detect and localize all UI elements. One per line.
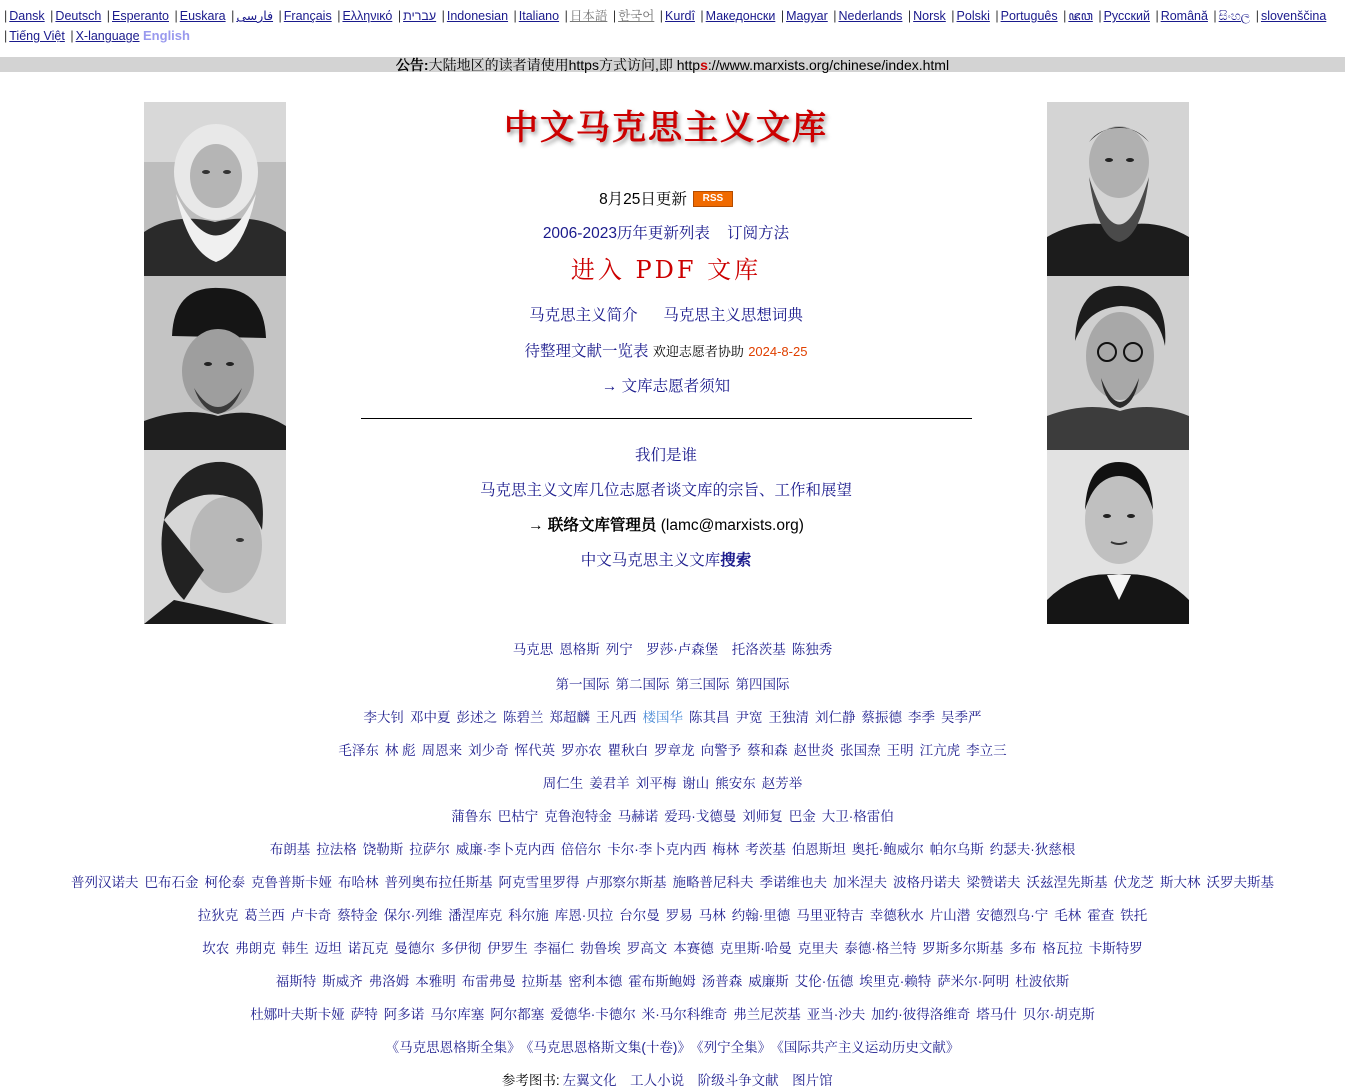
lang-link[interactable]: עברית [403, 9, 437, 23]
author-link[interactable]: 福斯特 [275, 974, 317, 989]
author-link[interactable]: 大卫·格雷伯 [821, 809, 894, 824]
lang-link[interactable]: X-language [75, 29, 140, 43]
author-link[interactable]: 本赛德 [673, 941, 714, 956]
lang-link[interactable]: Deutsch [55, 9, 102, 23]
author-link[interactable]: 布哈林 [338, 875, 379, 890]
name-row [0, 1003, 1345, 1023]
author-link[interactable]: 贝尔·胡克斯 [1022, 1007, 1095, 1022]
author-link[interactable]: 第四国际 [735, 677, 790, 692]
author-link[interactable]: 奥托·鲍威尔 [851, 842, 924, 857]
lang-link[interactable]: Ελληνικό [342, 9, 393, 23]
author-link[interactable]: 王独清 [768, 710, 809, 725]
who-line [361, 443, 971, 465]
author-link[interactable]: 卢卡奇 [290, 908, 332, 923]
author-link[interactable]: 密利本德 [568, 974, 623, 989]
name-row [0, 1036, 1345, 1056]
author-link[interactable]: 巴枯宁 [497, 809, 539, 824]
author-link[interactable]: 阶级斗争文献 [697, 1073, 779, 1088]
author-link[interactable]: 科尔施 [508, 908, 549, 923]
author-link[interactable]: 罗莎·卢森堡 [646, 642, 719, 657]
search-bold: 搜索 [720, 552, 752, 569]
portrait-image [1047, 102, 1189, 276]
author-link[interactable]: 巴布石金 [144, 875, 199, 890]
name-row [0, 904, 1345, 924]
name-row [0, 838, 1345, 858]
author-link[interactable]: 艾伦·伍德 [794, 974, 854, 989]
author-link[interactable]: 伏龙芝 [1113, 875, 1154, 890]
author-link[interactable]: 萨米尔·阿明 [937, 974, 1010, 989]
author-link[interactable]: 罗斯多尔斯基 [922, 941, 1004, 956]
name-row [0, 739, 1345, 759]
author-link[interactable]: 赵世炎 [793, 743, 835, 758]
author-link[interactable]: 刘师复 [742, 809, 783, 824]
notice-label: 公告: [395, 57, 429, 73]
lang-link[interactable]: Norsk [913, 9, 946, 23]
author-link[interactable]: 韩生 [281, 941, 309, 956]
author-link[interactable]: 葛兰西 [244, 908, 285, 923]
author-link[interactable]: 爱玛·戈德曼 [664, 809, 737, 824]
lang-link[interactable]: Polski [956, 9, 990, 23]
author-link[interactable]: 第三国际 [675, 677, 730, 692]
author-link[interactable]: 卡尔·李卜克内西 [607, 842, 707, 857]
author-link[interactable]: 约瑟夫·狄慈根 [989, 842, 1076, 857]
name-row [0, 638, 1345, 658]
author-link[interactable]: 卡斯特罗 [1088, 941, 1143, 956]
author-link[interactable]: 陈碧兰 [503, 710, 544, 725]
author-link[interactable]: 《马克思恩格斯文集(十卷)》 [526, 1040, 691, 1055]
author-link[interactable]: 帕尔乌斯 [929, 842, 984, 857]
author-link[interactable]: 熊安东 [715, 776, 756, 791]
author-link[interactable]: 克里夫 [797, 941, 839, 956]
author-link[interactable]: 楼国华 [642, 710, 683, 725]
portrait-image [144, 102, 286, 276]
lang-link[interactable]: Français [283, 9, 332, 23]
author-link[interactable]: 左翼文化 [562, 1073, 617, 1088]
author-link[interactable]: 弗兰尼茨基 [733, 1007, 801, 1022]
author-link[interactable]: 恩格斯 [559, 642, 600, 657]
author-link[interactable]: 刘少奇 [468, 743, 509, 758]
notice-highlight: s [700, 57, 708, 73]
author-link[interactable]: 泰德·格兰特 [844, 941, 917, 956]
name-row [0, 673, 1345, 693]
portrait-luxemburg[interactable] [144, 450, 286, 624]
author-link[interactable]: 瞿秋白 [607, 743, 649, 758]
author-link[interactable]: 周恩来 [421, 743, 463, 758]
author-link[interactable]: 霍布斯鲍姆 [628, 974, 696, 989]
author-link[interactable]: 张国焘 [840, 743, 881, 758]
author-link[interactable]: 姜君羊 [589, 776, 630, 791]
lang-link[interactable]: Nederlands [838, 9, 903, 23]
update-line [361, 187, 971, 209]
author-link[interactable]: 阿尔都塞 [490, 1007, 545, 1022]
author-link[interactable]: 波格丹诺夫 [893, 875, 961, 890]
author-link[interactable]: 威廉·李卜克内西 [455, 842, 555, 857]
lang-link[interactable]: Italiano [518, 9, 560, 23]
author-link[interactable]: 尹宽 [735, 710, 763, 725]
author-link[interactable]: 威廉斯 [748, 974, 789, 989]
lang-link[interactable]: Dansk [9, 9, 45, 23]
author-link[interactable]: 杜波依斯 [1015, 974, 1070, 989]
author-link[interactable]: 斯大林 [1160, 875, 1201, 890]
author-link[interactable]: 谢山 [682, 776, 710, 791]
author-link[interactable]: 柯伦泰 [204, 875, 245, 890]
notice-text: 大陆地区的读者请使用https方式访问,即 http [428, 57, 701, 73]
author-link[interactable]: 毛林 [1054, 908, 1082, 923]
language-bar: | Dansk | Deutsch | Esperanto | Euskara | فارسی | Français | Ελληνικό | עברית | Indonesian | Italiano | 日本語 | 한국어 | Kurdî | Македонски | Magyar | Nederlands | Norsk | Polski | Português | ꦗꦮ | Русский | Română | සිංහල | slovenščina | Tiếng Việt | X-language English [4, 9, 1327, 43]
author-link[interactable]: 第二国际 [615, 677, 670, 692]
author-link[interactable]: 约翰·里德 [731, 908, 791, 923]
lang-link[interactable]: Esperanto [112, 9, 169, 23]
author-link[interactable]: 克鲁普斯卡娅 [251, 875, 332, 890]
author-link[interactable]: 布朗基 [269, 842, 311, 857]
author-link[interactable]: 卢那察尔斯基 [585, 875, 667, 890]
author-link[interactable]: 加米涅夫 [833, 875, 887, 890]
volunteer-guide-link[interactable]: → 文库志愿者须知 [601, 378, 731, 395]
lang-link[interactable]: සිංහල [1218, 9, 1251, 23]
author-link[interactable]: 弗洛姆 [368, 974, 410, 989]
author-link[interactable]: 马赫诺 [617, 809, 659, 824]
author-link[interactable]: 蔡振德 [861, 710, 902, 725]
portrait-image [1047, 276, 1189, 450]
pdf-library-link[interactable]: 进入 PDF 文库 [570, 256, 762, 284]
author-link[interactable]: 江亢虎 [919, 743, 961, 758]
author-link[interactable]: 片山潜 [929, 908, 971, 923]
volunteers-talk-link[interactable]: 马克思主义文库几位志愿者谈文库的宗旨、工作和展望 [479, 482, 852, 499]
author-link[interactable]: 幸德秋水 [869, 908, 924, 923]
author-link[interactable]: 倍倍尔 [560, 842, 602, 857]
author-link[interactable]: 多布 [1009, 941, 1037, 956]
search-link[interactable] [581, 552, 752, 569]
lang-link[interactable]: Română [1160, 9, 1208, 23]
author-link[interactable]: 托洛茨基 [731, 642, 786, 657]
lang-link[interactable]: ꦗꦮ [1068, 9, 1093, 23]
name-row [0, 772, 1345, 792]
contact-line [361, 513, 971, 535]
lang-link[interactable]: Tiếng Việt [9, 29, 65, 43]
author-link[interactable]: 弗朗克 [235, 941, 276, 956]
name-row [0, 871, 1345, 891]
name-row [0, 937, 1345, 957]
lang-link[interactable]: Magyar [786, 9, 828, 23]
author-link[interactable]: 陈独秀 [791, 642, 833, 657]
lang-link[interactable]: slovenščina [1260, 9, 1327, 23]
lang-link[interactable]: Русский [1103, 9, 1150, 23]
author-link[interactable]: 马尔库塞 [430, 1007, 485, 1022]
author-link[interactable]: 坎农 [202, 941, 230, 956]
divider [361, 418, 972, 419]
rss-icon[interactable]: RSS [693, 191, 733, 207]
lang-link-english[interactable]: English [143, 28, 190, 43]
author-link[interactable]: 沃兹涅先斯基 [1026, 875, 1108, 890]
author-link[interactable]: 郑超麟 [549, 710, 590, 725]
author-link[interactable]: 马里亚特吉 [796, 908, 864, 923]
author-link[interactable]: 列宁 [605, 642, 633, 657]
portrait-chen-duxiu[interactable] [1047, 450, 1189, 624]
author-link[interactable]: 施略普尼科夫 [672, 875, 754, 890]
page-title: 中文马克思主义文库 [504, 108, 828, 148]
author-link[interactable]: 普列奥布拉任斯基 [384, 875, 493, 890]
author-link[interactable]: 工人小说 [630, 1073, 685, 1088]
author-link[interactable]: 阿克雪里罗得 [498, 875, 580, 890]
author-link[interactable]: 汤普森 [701, 974, 743, 989]
author-link[interactable]: 刘平梅 [635, 776, 677, 791]
name-row [0, 805, 1345, 825]
author-link[interactable]: 曼德尔 [394, 941, 435, 956]
author-link[interactable]: 霍查 [1087, 908, 1115, 923]
contact-arrow: → [528, 517, 548, 534]
marxism-dictionary-link[interactable]: 马克思主义思想词典 [663, 307, 803, 324]
author-link[interactable]: 迈坦 [314, 941, 342, 956]
author-link[interactable]: 向警予 [700, 743, 742, 758]
pending-line [361, 339, 971, 361]
author-link[interactable]: 饶勒斯 [362, 842, 404, 857]
author-link[interactable]: 格瓦拉 [1042, 941, 1083, 956]
author-link[interactable]: 林 彪 [384, 743, 416, 758]
author-link[interactable]: 罗章龙 [654, 743, 695, 758]
author-link[interactable]: 伊罗生 [487, 941, 528, 956]
author-link[interactable]: 铁托 [1120, 908, 1148, 923]
lang-link[interactable]: Euskara [179, 9, 226, 23]
contact-admin-link[interactable]: 联络文库管理员 [547, 517, 657, 534]
author-link[interactable]: 蒲鲁东 [451, 809, 492, 824]
author-link[interactable]: 周仁生 [542, 776, 584, 791]
author-link[interactable]: 刘仁静 [815, 710, 856, 725]
search-line [361, 548, 971, 570]
author-link[interactable]: 罗高文 [626, 941, 668, 956]
author-link[interactable]: 李季 [908, 710, 935, 725]
author-link[interactable]: 加约·彼得洛维奇 [871, 1007, 971, 1022]
author-link[interactable]: 邓中夏 [410, 710, 451, 725]
author-link[interactable]: 蔡特金 [337, 908, 378, 923]
author-link[interactable]: 巴金 [788, 809, 816, 824]
lang-link[interactable]: 日本語 [569, 9, 608, 23]
author-link[interactable]: 埃里克·赖特 [859, 974, 932, 989]
reference-label: 参考图书: [501, 1073, 560, 1088]
author-link[interactable]: 多伊彻 [440, 941, 482, 956]
lang-link[interactable]: 한국어 [618, 9, 655, 23]
author-link[interactable]: 《列宁全集》 [696, 1040, 772, 1055]
portrait-lenin[interactable] [144, 276, 286, 450]
author-link[interactable]: 蔡和森 [747, 743, 788, 758]
author-link[interactable]: 拉法格 [316, 842, 357, 857]
pending-note: 欢迎志愿者协助 [652, 344, 744, 359]
author-link[interactable]: 罗亦农 [561, 743, 602, 758]
author-link[interactable]: 毛泽东 [338, 743, 379, 758]
notice-url: ://www.marxists.org/chinese/index.html [707, 57, 950, 73]
name-row [0, 970, 1345, 990]
author-link[interactable]: 库恩·贝拉 [554, 908, 614, 923]
search-prefix: 中文马克思主义文库 [580, 552, 721, 569]
marxism-intro-link[interactable]: 马克思主义简介 [529, 307, 638, 324]
lang-link[interactable]: Indonesian [446, 9, 509, 23]
author-link[interactable]: 陈其昌 [689, 710, 730, 725]
contact-email: (lamc@marxists.org) [660, 517, 804, 534]
author-link[interactable]: 拉狄克 [197, 908, 239, 923]
portrait-engels[interactable] [1047, 102, 1189, 276]
update-text: 8月25日更新 [599, 191, 687, 208]
author-link[interactable]: 马林 [698, 908, 726, 923]
author-link[interactable]: 李福仁 [533, 941, 575, 956]
pending-date: 2024-8-25 [748, 344, 808, 359]
author-link[interactable]: 台尔曼 [619, 908, 660, 923]
author-link[interactable]: 李大钊 [363, 710, 404, 725]
author-link[interactable]: 爱德华·卡德尔 [550, 1007, 636, 1022]
author-link[interactable]: 李立三 [966, 743, 1007, 758]
author-link[interactable]: 普列汉诺夫 [71, 875, 139, 890]
author-link[interactable]: 季诺维也夫 [759, 875, 827, 890]
author-link[interactable]: 王凡西 [596, 710, 637, 725]
author-link[interactable]: 斯威齐 [322, 974, 363, 989]
notice-bar [0, 57, 1345, 72]
author-link[interactable]: 拉斯基 [521, 974, 563, 989]
author-link[interactable]: 克鲁泡特金 [544, 809, 612, 824]
lang-link[interactable]: Português [1000, 9, 1058, 23]
history-links [361, 221, 971, 243]
lang-link[interactable]: Македонски [705, 9, 776, 23]
history-list-link[interactable]: 2006-2023历年更新列表 [542, 225, 710, 242]
author-link[interactable]: 本雅明 [415, 974, 456, 989]
author-link[interactable]: 赵芳举 [761, 776, 803, 791]
portrait-trotsky[interactable] [1047, 276, 1189, 450]
who-we-are-link[interactable]: 我们是谁 [634, 447, 697, 464]
portrait-image [144, 276, 286, 450]
author-link[interactable]: 克里斯·哈曼 [719, 941, 792, 956]
author-link[interactable]: 第一国际 [555, 677, 610, 692]
subscribe-link[interactable]: 订阅方法 [727, 225, 790, 242]
portrait-marx[interactable] [144, 102, 286, 276]
name-row [0, 706, 1345, 726]
volunteer-line [361, 374, 971, 396]
talk-line [361, 478, 971, 500]
author-link[interactable]: 梁赞诺夫 [966, 875, 1021, 890]
author-link[interactable]: 诺瓦克 [347, 941, 389, 956]
author-link[interactable]: 彭述之 [456, 710, 497, 725]
author-link[interactable]: 吴季严 [941, 710, 982, 725]
author-link[interactable]: 阿多诺 [383, 1007, 425, 1022]
author-link[interactable]: 伯恩斯坦 [791, 842, 846, 857]
name-row [0, 1069, 1345, 1089]
author-link[interactable]: 王明 [886, 743, 914, 758]
intro-links [361, 303, 971, 325]
author-link[interactable]: 拉萨尔 [409, 842, 450, 857]
author-link[interactable]: 沃罗夫斯基 [1206, 875, 1274, 890]
author-link[interactable]: 保尔·列维 [383, 908, 443, 923]
lang-link[interactable]: Kurdî [665, 9, 695, 23]
portrait-image [144, 450, 286, 624]
author-link[interactable]: 安德烈乌·宁 [976, 908, 1049, 923]
author-link[interactable]: 勃鲁埃 [580, 941, 621, 956]
author-link[interactable]: 亚当·沙夫 [806, 1007, 866, 1022]
author-link[interactable]: 梅林 [712, 842, 740, 857]
author-link[interactable]: 马克思 [512, 642, 554, 657]
author-link[interactable]: 恽代英 [514, 743, 556, 758]
lang-link[interactable]: فارسی [236, 9, 274, 23]
author-link[interactable]: 萨特 [350, 1007, 378, 1022]
portrait-image [1047, 450, 1189, 624]
pending-list-link[interactable]: 待整理文献一览表 [524, 343, 649, 360]
author-link[interactable]: 《国际共产主义运动历史文献》 [777, 1040, 960, 1055]
author-link[interactable]: 考茨基 [745, 842, 786, 857]
author-link[interactable]: 图片馆 [792, 1073, 833, 1088]
author-link[interactable]: 塔马什 [976, 1007, 1017, 1022]
author-link[interactable]: 布雷弗曼 [461, 974, 516, 989]
author-link[interactable]: 潘涅库克 [448, 908, 503, 923]
author-link[interactable]: 米·马尔科维奇 [641, 1007, 728, 1022]
author-link[interactable]: 《马克思恩格斯全集》 [385, 1040, 521, 1055]
author-link[interactable]: 罗易 [665, 908, 693, 923]
author-link[interactable]: 杜娜叶夫斯卡娅 [250, 1007, 345, 1022]
